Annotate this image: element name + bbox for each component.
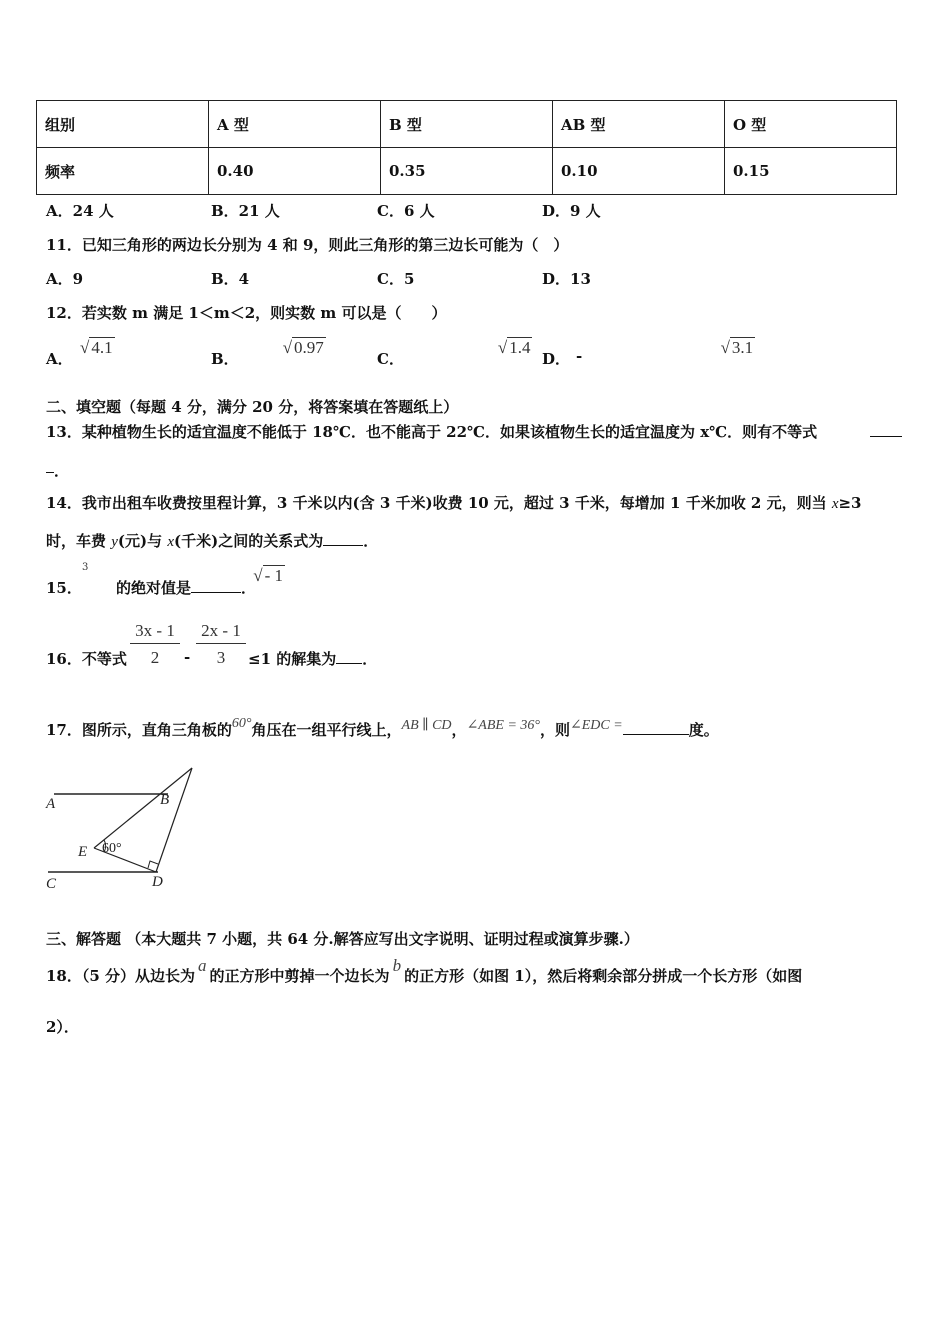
fraction-2: $\frac{2x - 1}{3}$ (196, 621, 246, 668)
q15-text: 的绝对值是 ． (116, 579, 257, 597)
table-cell: 频率 (37, 148, 209, 195)
label-b: B (160, 792, 170, 808)
fraction-1: $\frac{3x - 1}{2}$ (130, 621, 180, 668)
q11-stem: 11．已知三角形的两边长分别为 4 和 9，则此三角形的第三边长可能为（ ） (46, 236, 569, 254)
label-a: A (46, 796, 56, 812)
sqrt-0-97: √ 0.97 (282, 338, 324, 357)
option-a: A．9 (46, 270, 84, 288)
q15-number: 15． (46, 579, 82, 597)
table-row (37, 101, 897, 148)
q16-suffix: ≤1 的解集为 ． (248, 650, 378, 668)
label-d: D (152, 874, 163, 890)
section-2-heading: 二、填空题（每题 4 分，满分 20 分，将答案填在答题纸上） (46, 398, 459, 416)
option-c: C．6 人 (377, 202, 435, 220)
option-d-label: D． (542, 350, 571, 368)
sqrt-4-1: √ 4.1 (80, 338, 113, 357)
table-cell: 0.35 (381, 148, 553, 195)
sqrt-3-1: √ 3.1 (720, 338, 754, 357)
table-cell: 组别 (37, 101, 209, 148)
option-d: D．9 人 (542, 202, 601, 220)
section-3-heading: 三、解答题 （本大题共 7 小题，共 64 分.解答应写出文字说明、证明过程或演算步骤.） (46, 930, 639, 948)
label-angle: 60° (102, 841, 122, 856)
option-c: C．5 (377, 270, 415, 288)
q13-line1: 13．某种植物生长的适宜温度不能低于 18℃．也不能高于 22℃．如果该植物生长的适宜温度为 x℃．则有不等式 (46, 423, 818, 441)
table-cell: AB 型 (553, 101, 725, 148)
label-e: E (78, 844, 88, 860)
q18-line1: 18．（5 分）从边长为a的正方形中剪掉一个边长为b的正方形（如图 1），然后将剩余部分拼成一个长方形（如图 (46, 956, 803, 985)
option-b-label: B． (211, 350, 239, 368)
cube-root: √ - 1 (253, 566, 284, 585)
q16-prefix: 16．不等式 (46, 650, 127, 668)
minus-sign: - (576, 347, 583, 365)
triangle-side-bd (156, 768, 192, 872)
q17-stem: 17．图所示，直角三角板的60°角压在一组平行线上，AB ∥ CD，∠ABE = 36°，则∠EDC = 度。 (46, 716, 719, 739)
table-cell: A 型 (209, 101, 381, 148)
option-a-label: A． (46, 350, 73, 368)
option-a: A．24 人 (46, 202, 114, 220)
answer-blank (870, 422, 902, 437)
q18-line2: 2）． (46, 1018, 79, 1036)
right-angle-mark (148, 861, 158, 868)
triangle-side-eb (94, 768, 192, 848)
table-cell: 0.40 (209, 148, 381, 195)
option-c-label: C． (377, 350, 404, 368)
q12-stem: 12．若实数 m 满足 1＜m＜2，则实数 m 可以是（ ） (46, 304, 447, 322)
answer-blank (46, 458, 54, 473)
blood-type-frequency-table (36, 100, 897, 195)
q14-line1: 14．我市出租车收费按里程计算，3 千米以内(含 3 千米)收费 10 元，超过 3 千米，每增加 1 千米加收 2 元，则当 x≥3 (46, 494, 862, 512)
sqrt-1-4: √ 1.4 (497, 338, 531, 357)
table-cell: O 型 (725, 101, 897, 148)
option-b: B．21 人 (211, 202, 280, 220)
option-b: B．4 (211, 270, 250, 288)
table-cell: 0.10 (553, 148, 725, 195)
q14-line2: 时，车费 y(元)与 x(千米)之间的关系式为 ． (46, 532, 379, 550)
parallel-lines-triangle-figure (40, 760, 210, 895)
option-d: D．13 (542, 270, 591, 288)
minus-sign: - (184, 648, 191, 666)
label-c: C (46, 876, 57, 892)
q13-end: ． (54, 462, 70, 480)
cube-root-index: 3 (82, 562, 89, 573)
table-row (37, 148, 897, 195)
table-cell: 0.15 (725, 148, 897, 195)
table-cell: B 型 (381, 101, 553, 148)
